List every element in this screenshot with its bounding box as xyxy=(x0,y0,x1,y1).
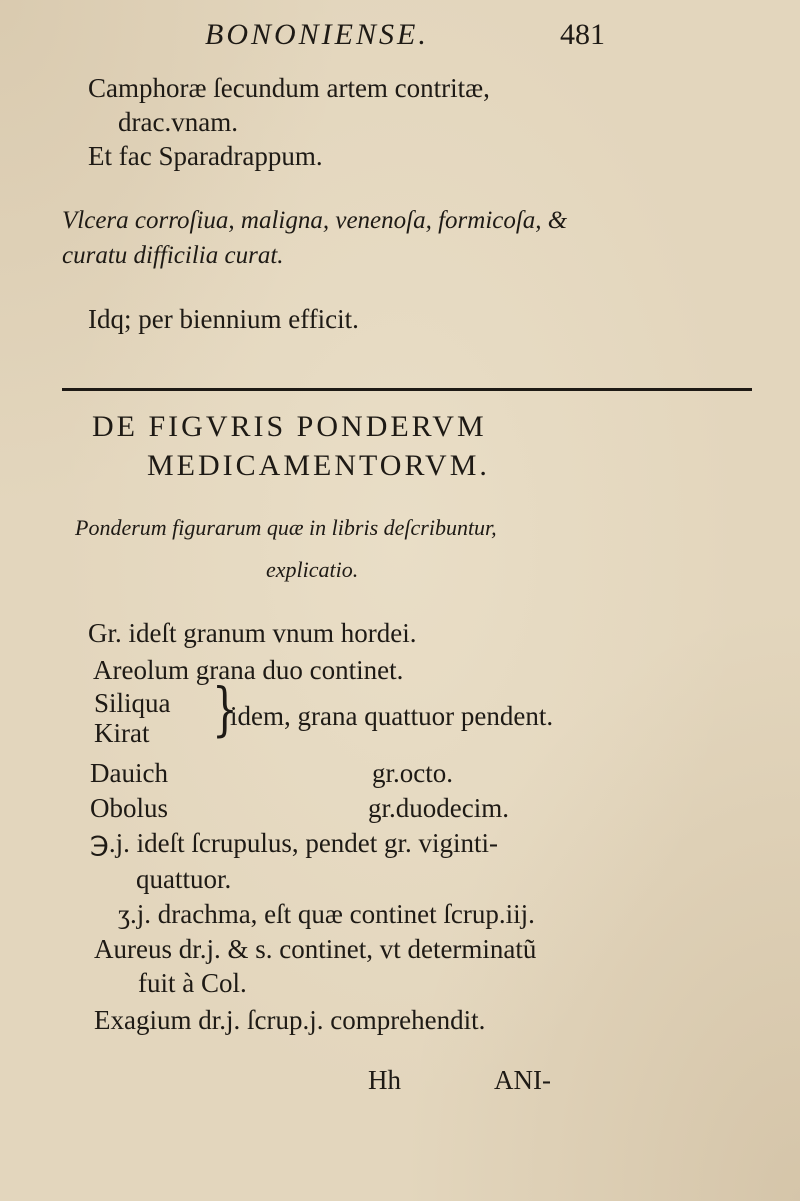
page-number: 481 xyxy=(560,18,605,51)
ulcera-line-2: curatu difficilia curat. xyxy=(62,242,284,269)
recipe-line-1: Camphoræ ſecundum artem contritæ, xyxy=(88,73,490,103)
weight-scrupulus-line-1: ℈.j. ideſt ſcrupulus, pendet gr. viginti- xyxy=(90,828,499,858)
recipe-line-2: drac.vnam. xyxy=(118,107,238,137)
grouping-brace: } xyxy=(212,675,238,743)
weight-dauich: Dauich xyxy=(90,758,168,788)
recipe-line-3: Et fac Sparadrappum. xyxy=(88,141,323,171)
obolus-value: gr.duodecim. xyxy=(368,793,509,823)
siliqua-kirat-value: idem, grana quattuor pendent. xyxy=(230,701,554,731)
section-subtitle-line-1: Ponderum figurarum quæ in libris deſcribuntur, xyxy=(75,515,497,540)
weight-obolus: Obolus xyxy=(90,793,169,823)
weight-kirat: Kirat xyxy=(94,718,150,748)
catchword: ANI- xyxy=(494,1065,551,1095)
weight-drachma: ʒ.j. drachma, eſt quæ continet ſcrup.iij. xyxy=(118,899,535,929)
section-divider xyxy=(62,388,752,391)
weight-granum: Gr. ideſt granum vnum hordei. xyxy=(88,618,417,648)
effect-line: Idq; per biennium efficit. xyxy=(88,304,359,334)
weight-aureus-line-1: Aureus dr.j. & s. continet, vt determinatũ xyxy=(94,934,537,964)
weight-areolum: Areolum grana duo continet. xyxy=(93,655,404,685)
weight-exagium: Exagium dr.j. ſcrup.j. comprehendit. xyxy=(94,1005,486,1035)
ulcera-line-1: Vlcera corroſiua, maligna, venenoſa, formicoſa, & xyxy=(62,207,568,234)
section-heading-line-1: DE FIGVRIS PONDERVM xyxy=(92,410,487,443)
section-subtitle-line-2: explicatio. xyxy=(266,557,359,582)
weight-scrupulus-line-2: quattuor. xyxy=(136,864,232,894)
dauich-value: gr.octo. xyxy=(372,758,453,788)
signature-mark: Hh xyxy=(368,1065,401,1095)
weight-siliqua: Siliqua xyxy=(94,688,171,718)
section-heading-line-2: MEDICAMENTORVM. xyxy=(147,449,490,482)
weight-aureus-line-2: fuit à Col. xyxy=(138,968,247,998)
running-head: BONONIENSE. xyxy=(205,18,429,51)
